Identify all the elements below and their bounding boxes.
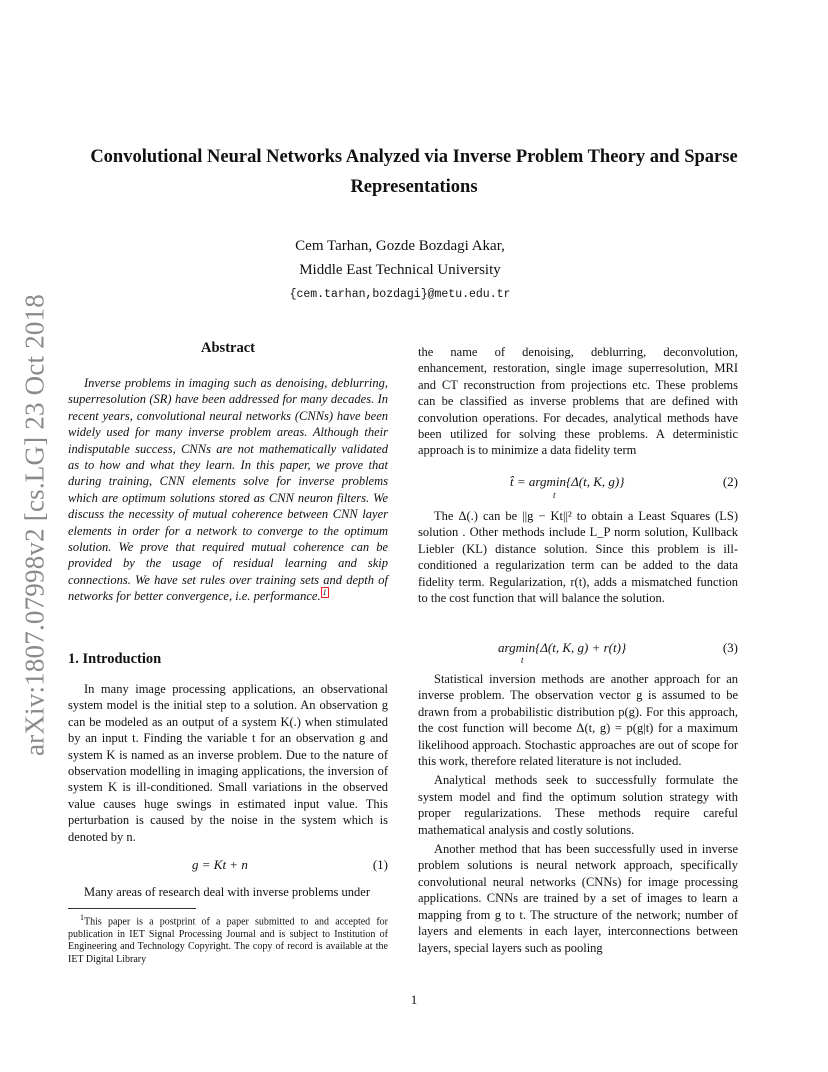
intro-column: [68, 681, 388, 845]
footnote-text: This paper is a postprint of a paper submitted to and accepted for publication in IET Signal Processing Journal and is subject to Institution of Engineering and Technology Copyright. The copy of record is available at the IET Digital Library: [68, 916, 388, 965]
right-paragraph-1: the name of denoising, deblurring, deconvolution, enhancement, restoration, single image superresolution, MRI and CT reconstruction from projections etc. These problems can be classified as inverse problems that are defined with convolution operations. For decades, analytical methods have been utilized for solving these problems. A deterministic approach is to minimize a data fidelity term: [418, 345, 738, 458]
right-column-top: [418, 344, 738, 459]
page-number: 1: [410, 992, 418, 1007]
right-column-mid: [418, 508, 738, 606]
equation-3-subscript: t: [521, 655, 524, 665]
abstract-heading: Abstract: [201, 340, 255, 356]
abstract-body: Inverse problems in imaging such as denoising, deblurring, superresolution (SR) have been addressed for many decades. In recent years, convolutional neural networks (CNNs) have been widely used for many inverse problem areas. Although their indisputable success, CNNs are not mathematically validated as to how and what they learn. In this paper, we prove that during training, CNN elements solve for inverse problems which are optimum solutions stored as CNN neuron filters. We discuss the necessity of mutual coherence between CNN layer elements in order for a network to converge to the optimum solution. We prove that required mutual coherence can be provided by the usage of residual learning and skip connections. We have set rules over training sets and depth of networks for better convergence, i.e. performance.: [68, 376, 388, 604]
right-paragraph-5: Another method that has been successfully used in inverse problem solutions is neural network approach, specifically convolutional neural networks (CNNs) for image processing applications. CNNs are trained by a set of images to learn a mapping from g to t. The structure of the network; number of layers and elements in each layer, interconnections between layers, special layers such as pooling: [418, 842, 738, 955]
author-email: {cem.tarhan,bozdagi}@metu.edu.tr: [289, 288, 511, 301]
intro-continuation: [68, 884, 388, 900]
author-block: [100, 234, 700, 282]
arxiv-id: arXiv:1807.07998v2 [cs.LG] 23 Oct 2018: [19, 293, 50, 757]
right-paragraph-4: Analytical methods seek to successfully formulate the system model and find the optimum solution strategy with proper regularizations. These methods require careful mathematical analysis and costly solutions.: [418, 773, 738, 837]
author-names: Cem Tarhan, Gozde Bozdagi Akar,: [295, 238, 505, 254]
equation-2: [418, 474, 738, 500]
paper-title: Convolutional Neural Networks Analyzed via Inverse Problem Theory and Sparse Representations: [90, 147, 738, 197]
equation-2-number: (2): [722, 474, 738, 489]
equation-1-expression: g = Kt + n: [192, 857, 248, 872]
right-paragraph-3: Statistical inversion methods are another approach for an inverse problem. The observation vector g is assumed to be drawn from a probabilistic distribution p(g). For this approach, the cost function will become Δ(t, g) = p(g|t) for a maximum likelihood approach. Stochastic approaches are out of scope for this work, therefore related literature is not included.: [418, 672, 738, 769]
equation-3-number: (3): [722, 640, 738, 655]
right-column-bottom: [418, 671, 738, 956]
right-paragraph-2: The Δ(.) can be ||g − Kt||² to obtain a Least Squares (LS) solution . Other methods include L_P norm solution, Kullback Liebler (KL) distance solution. Since this problem is ill-conditioned a regularization term can be added to the data fidelity term. Regularization, r(t), adds a mismatched function to the cost function that will balance the solution.: [418, 509, 738, 606]
footnote-rule: [68, 908, 196, 909]
intro-paragraph-1: In many image processing applications, an observational system model is the initial step to a solution. An observation g can be modeled as an output of a system K(.) when stimulated by an input t. Finding the variable t for an observation g and system K is named as an inverse problem. Due to the nature of observation modelling in imaging applications, the inversion of system K is ill-conditioned. Small variations in the observed value causes huge swings in estimated input value. This perturbation is caused by the noise in the system which is denoted by n.: [68, 682, 388, 844]
equation-3: [418, 640, 738, 666]
equation-2-expression: t̂ = argmin{Δ(t, K, g)}: [510, 474, 625, 489]
equation-2-subscript: t: [553, 490, 556, 500]
footnote-mark: 1: [80, 913, 84, 922]
arxiv-stamp: [20, 290, 50, 760]
abstract-text: [68, 375, 388, 605]
intro-paragraph-2: Many areas of research deal with inverse problems under: [84, 885, 370, 899]
affiliation: Middle East Technical University: [299, 262, 501, 278]
section-heading-introduction: 1. Introduction: [68, 651, 162, 667]
abstract-footnote-mark: 1: [322, 588, 327, 598]
equation-1-number: (1): [372, 857, 388, 872]
equation-3-expression: argmin{Δ(t, K, g) + r(t)}: [498, 640, 627, 655]
equation-1: [68, 857, 388, 875]
footnote: [68, 912, 388, 966]
